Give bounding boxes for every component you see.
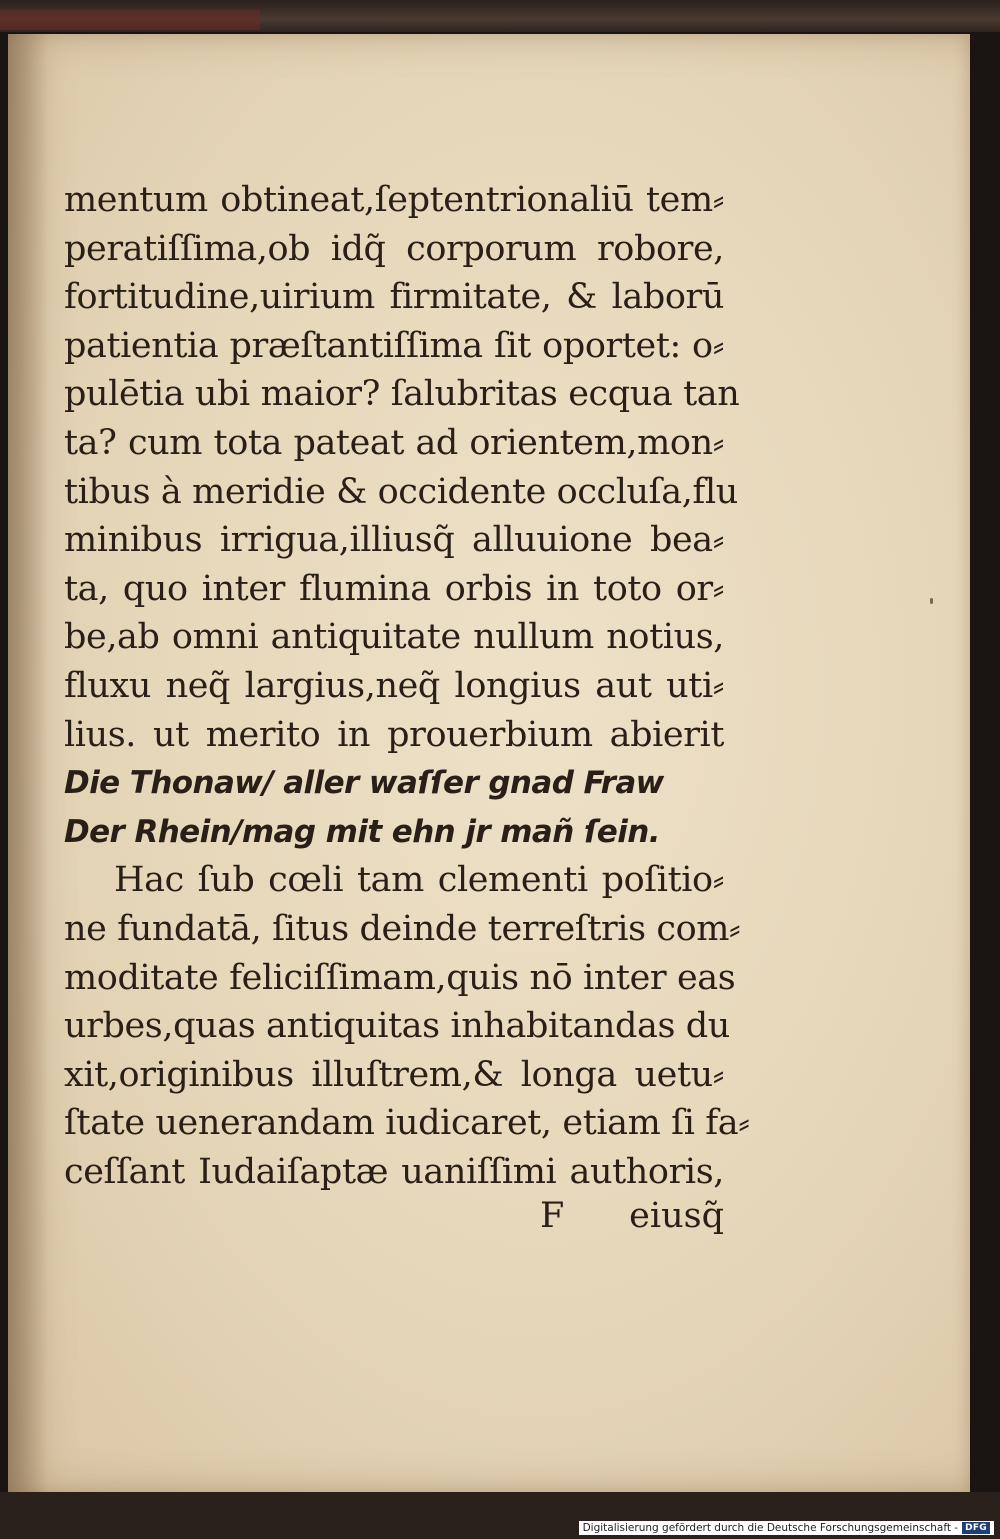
digitization-credit xyxy=(579,1521,994,1535)
text-line: fortitudine,uirium firmitate, & laborū xyxy=(64,277,724,318)
text-line: minibus irrigua,illiusq̃ alluuione bea⸗ xyxy=(64,520,724,561)
text-line: ta? cum tota pateat ad orientem,mon⸗ xyxy=(64,422,724,463)
page-gutter-shadow xyxy=(8,34,48,1492)
text-line: xit,originibus illuſtrem,& longa uetu⸗ xyxy=(64,1054,724,1095)
text-line: patientia præſtantiſſima ſit oportet: o⸗ xyxy=(64,325,724,366)
text-line: peratiſſima,ob idq̃ corporum robore, xyxy=(64,228,724,269)
credit-text: Digitalisierung gefördert durch die Deutsche Forschungsgemeinschaft - xyxy=(582,1522,959,1534)
ink-speck xyxy=(930,598,933,604)
book-top-edge xyxy=(0,0,1000,32)
german-verse-line: Der Rhein/mag mit ehn jr mañ ſein. xyxy=(64,813,660,850)
text-line: ceſſant Iudaiſaptæ uaniſſimi authoris, xyxy=(64,1151,724,1192)
page-footer-row xyxy=(540,1196,724,1244)
text-line: urbes,quas antiquitas inhabitandas du xyxy=(64,1006,730,1047)
text-line: moditate feliciſſimam,quis nō inter eas xyxy=(64,957,736,998)
text-line: lius. ut merito in prouerbium abierit xyxy=(64,714,724,755)
text-line: fluxu neq̃ largius,neq̃ longius aut uti⸗ xyxy=(64,665,724,706)
text-line: tibus à meridie & occidente occluſa,flu xyxy=(64,471,738,512)
page-text-block xyxy=(64,176,750,1196)
book-binding-strip xyxy=(0,10,260,30)
text-line: ſtate uenerandam iudicaret, etiam ſi fa⸗ xyxy=(64,1103,750,1144)
catchword: eiusq̃ xyxy=(629,1196,724,1236)
text-line: pulētia ubi maior? ſalubritas ecqua tan xyxy=(64,374,740,415)
dfg-logo: DFG xyxy=(962,1522,990,1534)
paragraph-start-line: Hac ſub cœli tam clementi poſitio⸗ xyxy=(114,860,724,901)
german-verse-line: Die Thonaw/ aller waſſer gnad Fraw xyxy=(64,765,664,802)
text-line: ne fundatā, ſitus deinde terreſtris com⸗ xyxy=(64,908,741,949)
scan-bottom-band xyxy=(0,1492,1000,1539)
text-line: ta, quo inter flumina orbis in toto or⸗ xyxy=(64,568,724,609)
text-line: mentum obtineat,ſeptentrionaliū tem⸗ xyxy=(64,180,724,220)
signature-mark: F xyxy=(540,1196,565,1236)
text-line: be,ab omni antiquitate nullum notius, xyxy=(64,617,724,658)
